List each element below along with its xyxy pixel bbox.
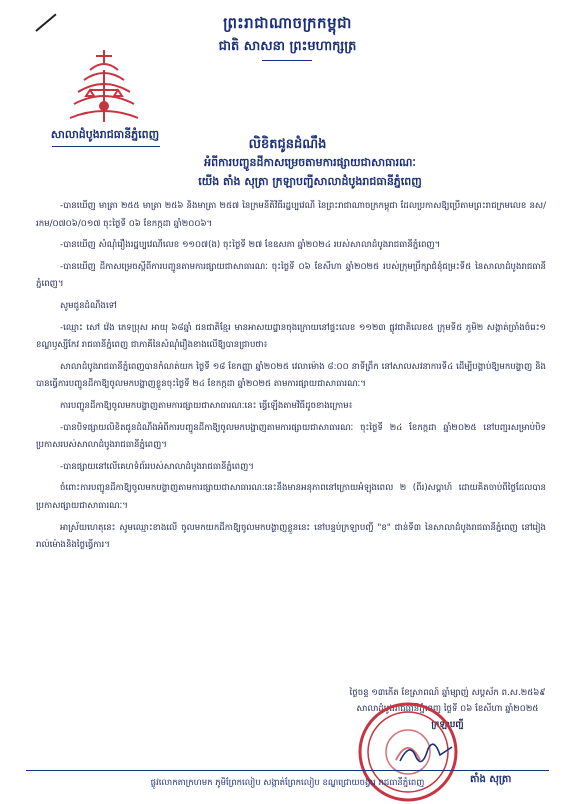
footer-divider	[26, 770, 549, 771]
paragraph: -បានបិទផ្សាយលិខិតជូនដំណឹងអំពីការបញ្ជូនដីកាឱ្យចូលមកបង្ហាញតាមការផ្សាយជាសាធារណៈ ចុះថ្ងៃទី ២៤ ខែកក្កដា ឆ្នាំ២០២៥ នៅបញ្ជរសម្រាប់បិទប្រកាសរបស់សាលាដំបូងរាជធានីភ្នំពេញ។	[36, 422, 546, 451]
paragraph: ចំពោះការបញ្ជូនដីកាឱ្យចូលមកបង្ហាញតាមការផ្សាយជាសាធារណៈនេះនឹងមានអនុភាពនៅក្រោយអំឡុងពេល ២ (ពីរ)សប្តាហ៍ ដោយគិតចាប់ពីថ្ងៃដែលបានប្រកាសផ្សាយជាសាធារណៈ។	[36, 483, 546, 511]
court-name: សាលាដំបូងរាជធានីភ្នំពេញ	[50, 128, 160, 141]
solar-date: សាលាដំបូងរាជធានីភ្នំពេញ ថ្ងៃទី ០៦ ខែសីហា ឆ្នាំ២០២៥	[356, 704, 539, 714]
paragraph: -បានឃើញ សំណុំរឿងរដ្ឋប្បវេណីលេខ ១១០៧(ង) ចុះថ្ងៃទី ២៧ ខែឧសភា ឆ្នាំ២០២៤ របស់សាលាដំបូងរាជធានីភ្នំពេញ។	[60, 240, 441, 251]
kingdom-heading: ព្រះរាជាណាចក្រកម្ពុជា	[223, 14, 352, 32]
paragraph: សូមជូនដំណឹងទៅ	[60, 300, 117, 311]
national-motto: ជាតិ សាសនា ព្រះមហាក្សត្រ	[218, 39, 357, 54]
document-title: លិខិតជូនដំណឹង	[248, 137, 327, 152]
document-body	[36, 198, 546, 559]
footer-address: ផ្លូវលោកតាក្រហមក ភូមិព្រែកលៀប សង្កាត់ព្រែកលៀប ខណ្ឌជ្រោយចង្វារ រាជធានីភ្នំពេញ	[150, 778, 425, 788]
paragraph: អាស្រ័យហេតុនេះ សូមឈ្មោះខាងលើ ចូលមកយកដីកាឱ្យចូលមកបង្ហាញខ្លួននេះ នៅបន្ទប់ក្រឡាបញ្ជី "ខ" ជាន់ទី៣ នៃសាលាដំបូងរាជធានីភ្នំពេញ នៅរៀងរាល់ម៉ោងនិងថ្ងៃធ្វើការ។	[36, 522, 546, 551]
signer-name: តាំង សុត្រា	[470, 774, 512, 785]
document-subject: អំពីការបញ្ចូនដីកាសម្រេចតាមការផ្សាយជាសាធារណៈ	[204, 156, 416, 169]
paragraph: -បានឃើញ ដីកាសម្រេចស្តីពីការបញ្ជូនតាមការផ្សាយជាសាធារណៈ ចុះថ្ងៃទី ០៦ ខែសីហា ឆ្នាំ២០២៥ របស់ក្រុមប្រឹក្សាជំនុំជម្រះទី៥ នៃសាលាដំបូងរាជធានីភ្នំពេញ។	[36, 261, 546, 290]
paragraph: -ឈ្មោះ សៅ វ៉េង ភេទប្រុស អាយុ ៦៨ឆ្នាំ ជនជាតិខ្មែរ មានអាសយដ្ឋានចុងក្រោយនៅផ្ទះលេខ ១១២៣ ផ្លូវជាតិលេខ៥ ក្រុមទី៥ ភូមិ២ សង្កាត់ច្រាំងចំរេះ១ ខណ្ឌឫស្សីកែវ រាជធានីភ្នំពេញ ជាភាគីនៃសំណុំរឿងខាងលើឱ្យបានជ្រាបថា៖	[36, 322, 546, 351]
clerk-line: យើង តាំង សុត្រា ក្រឡាបញ្ជីសាលាដំបូងរាជធានីភ្នំពេញ	[198, 175, 422, 188]
signature-icon	[396, 735, 456, 771]
signer-role: ក្រឡាបញ្ជី	[431, 720, 464, 730]
paragraph: -បានផ្សាយនៅលើគេហទំព័ររបស់សាលាដំបូងរាជធានីភ្នំពេញ។	[60, 461, 254, 472]
motto-divider	[262, 60, 312, 61]
court-emblem-icon	[60, 46, 148, 128]
paragraph: ការបញ្ជូនដីកាឱ្យចូលមកបង្ហាញតាមការផ្សាយជាសាធារណៈនេះ ធ្វើឡើងតាមវិធីដូចខាងក្រោម៖	[60, 400, 353, 411]
paragraph: -បានឃើញ មាត្រា ២៥៥ មាត្រា ២៥៦ និងមាត្រា ២៥៧ នៃក្រមនីតិវិធីរដ្ឋប្បវេណី នៃព្រះរាជាណាចក្រកម្ពុជា ដែលប្រកាសឱ្យប្រើតាមព្រះរាជក្រមលេខ នស/រកម/០៧០៦/០១៧ ចុះថ្ងៃទី ០៦ ខែកក្កដា ឆ្នាំ២០០៦។	[36, 201, 546, 229]
lunar-date: ថ្ងៃចន្ទ ១៣កើត ខែស្រាពណ៍ ឆ្នាំម្សាញ់ សប្តស័ក ព.ស.២៥៦៩	[349, 688, 546, 698]
paragraph: សាលាដំបូងរាជធានីភ្នំពេញបានកំណត់យក ថ្ងៃទី ១៨ ខែកញ្ញា ឆ្នាំ២០២៥ វេលាម៉ោង ៨:០០ នាទីព្រឹក នៅសាលសវនាការទី៤ ដើម្បីបង្គាប់ឱ្យមកបង្ហាញ និងបានធ្វើការបញ្ជូនដីកាឱ្យចូលមកបង្ហាញខ្លួនចុះថ្ងៃទី ២៤ ខែកក្កដា ឆ្នាំ២០២៥ តាមការផ្សាយជាសាធារណៈ។	[36, 361, 546, 390]
